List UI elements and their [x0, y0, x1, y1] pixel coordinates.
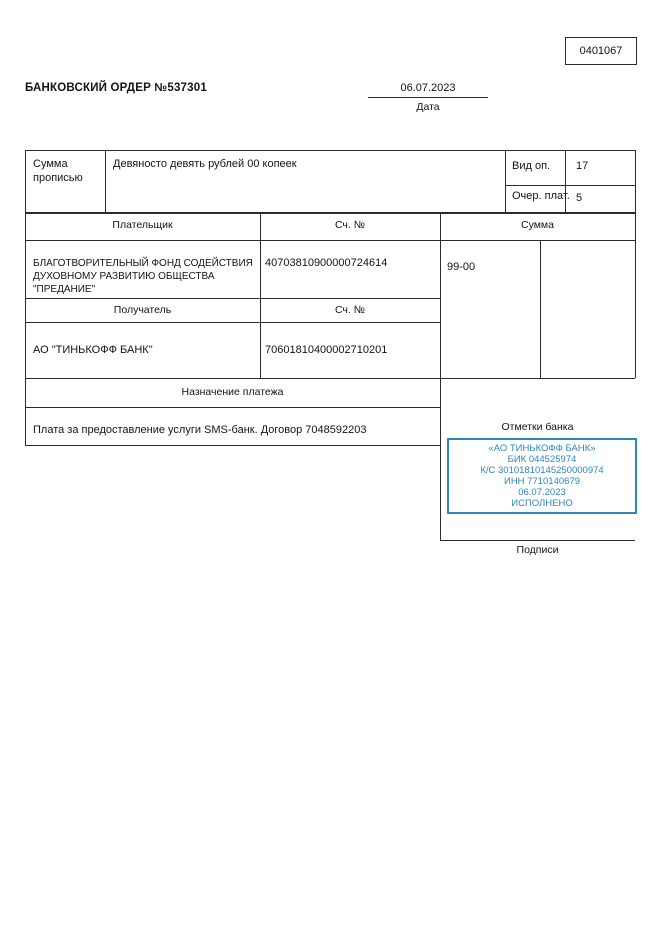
payment-priority-label: Очер. плат. — [512, 190, 570, 202]
amount-in-words-label: Сумма прописью — [33, 158, 83, 184]
grid-line-sum-subdivider — [540, 240, 541, 378]
form-code: 0401067 — [579, 45, 623, 57]
stamp-line-date: 06.07.2023 — [518, 487, 566, 498]
op-type-value: 17 — [576, 160, 589, 172]
stamp-line-status: ИСПОЛНЕНО — [511, 498, 573, 509]
payer-header: Плательщик — [112, 219, 173, 231]
recipient-account-header: Сч. № — [334, 304, 366, 316]
purpose-text: Плата за предоставление услуги SMS-банк. Договор 7048592203 — [33, 424, 367, 436]
signatures-label: Подписи — [516, 544, 559, 556]
grid-line-amount-section-bottom — [25, 212, 635, 214]
grid-line-header-bottom — [25, 240, 635, 241]
payment-priority-value: 5 — [576, 192, 583, 204]
grid-line-op-row — [505, 185, 635, 186]
grid-line-amount-label — [105, 150, 106, 212]
document-title: БАНКОВСКИЙ ОРДЕР №537301 — [25, 82, 207, 94]
stamp-line-bank-name: «АО ТИНЬКОФФ БАНК» — [488, 443, 596, 454]
payer-account-header: Сч. № — [334, 219, 366, 231]
grid-line-right-border — [635, 150, 636, 378]
amount-in-words: Девяносто девять рублей 00 копеек — [113, 158, 297, 170]
stamp-line-corr-account: К/С 30101810145250000974 — [480, 465, 604, 476]
grid-line-recipient-header-bottom — [25, 322, 440, 323]
bank-stamp — [447, 438, 637, 514]
grid-line-purpose-bottom — [25, 445, 440, 446]
stamp-line-bik: БИК 044525974 — [507, 454, 577, 465]
payer-name — [33, 257, 253, 296]
grid-line-sum-column — [440, 212, 441, 540]
payer-name-line: "ПРЕДАНИЕ" — [33, 284, 96, 295]
grid-line-op-left — [505, 150, 506, 212]
payer-name-line: ДУХОВНОМУ РАЗВИТИЮ ОБЩЕСТВА — [33, 271, 215, 282]
grid-line-purpose-header-bottom — [25, 407, 440, 408]
recipient-name: АО "ТИНЬКОФФ БАНК" — [33, 344, 153, 356]
grid-line-top — [25, 150, 635, 151]
grid-line-signatures — [440, 540, 635, 541]
grid-line-payer-account — [260, 212, 261, 378]
form-code-box — [565, 37, 637, 65]
grid-line-payer-bottom — [25, 298, 440, 299]
payer-account: 40703810900000724614 — [265, 257, 388, 269]
grid-line-recipient-bottom — [25, 378, 635, 379]
date-label: Дата — [416, 101, 440, 113]
recipient-header: Получатель — [113, 304, 172, 316]
amount-header: Сумма — [521, 219, 554, 231]
bank-marks-header: Отметки банка — [501, 421, 574, 433]
date-value: 06.07.2023 — [400, 82, 456, 94]
payer-name-line: БЛАГОТВОРИТЕЛЬНЫЙ ФОНД СОДЕЙСТВИЯ — [33, 258, 253, 269]
stamp-line-inn: ИНН 7710140679 — [503, 476, 581, 487]
date-underline — [368, 97, 488, 98]
amount-value: 99-00 — [447, 261, 476, 273]
grid-line-left-border — [25, 150, 26, 445]
purpose-header: Назначение платежа — [181, 386, 284, 398]
recipient-account: 70601810400002710201 — [265, 344, 388, 356]
op-type-label: Вид оп. — [512, 160, 551, 172]
